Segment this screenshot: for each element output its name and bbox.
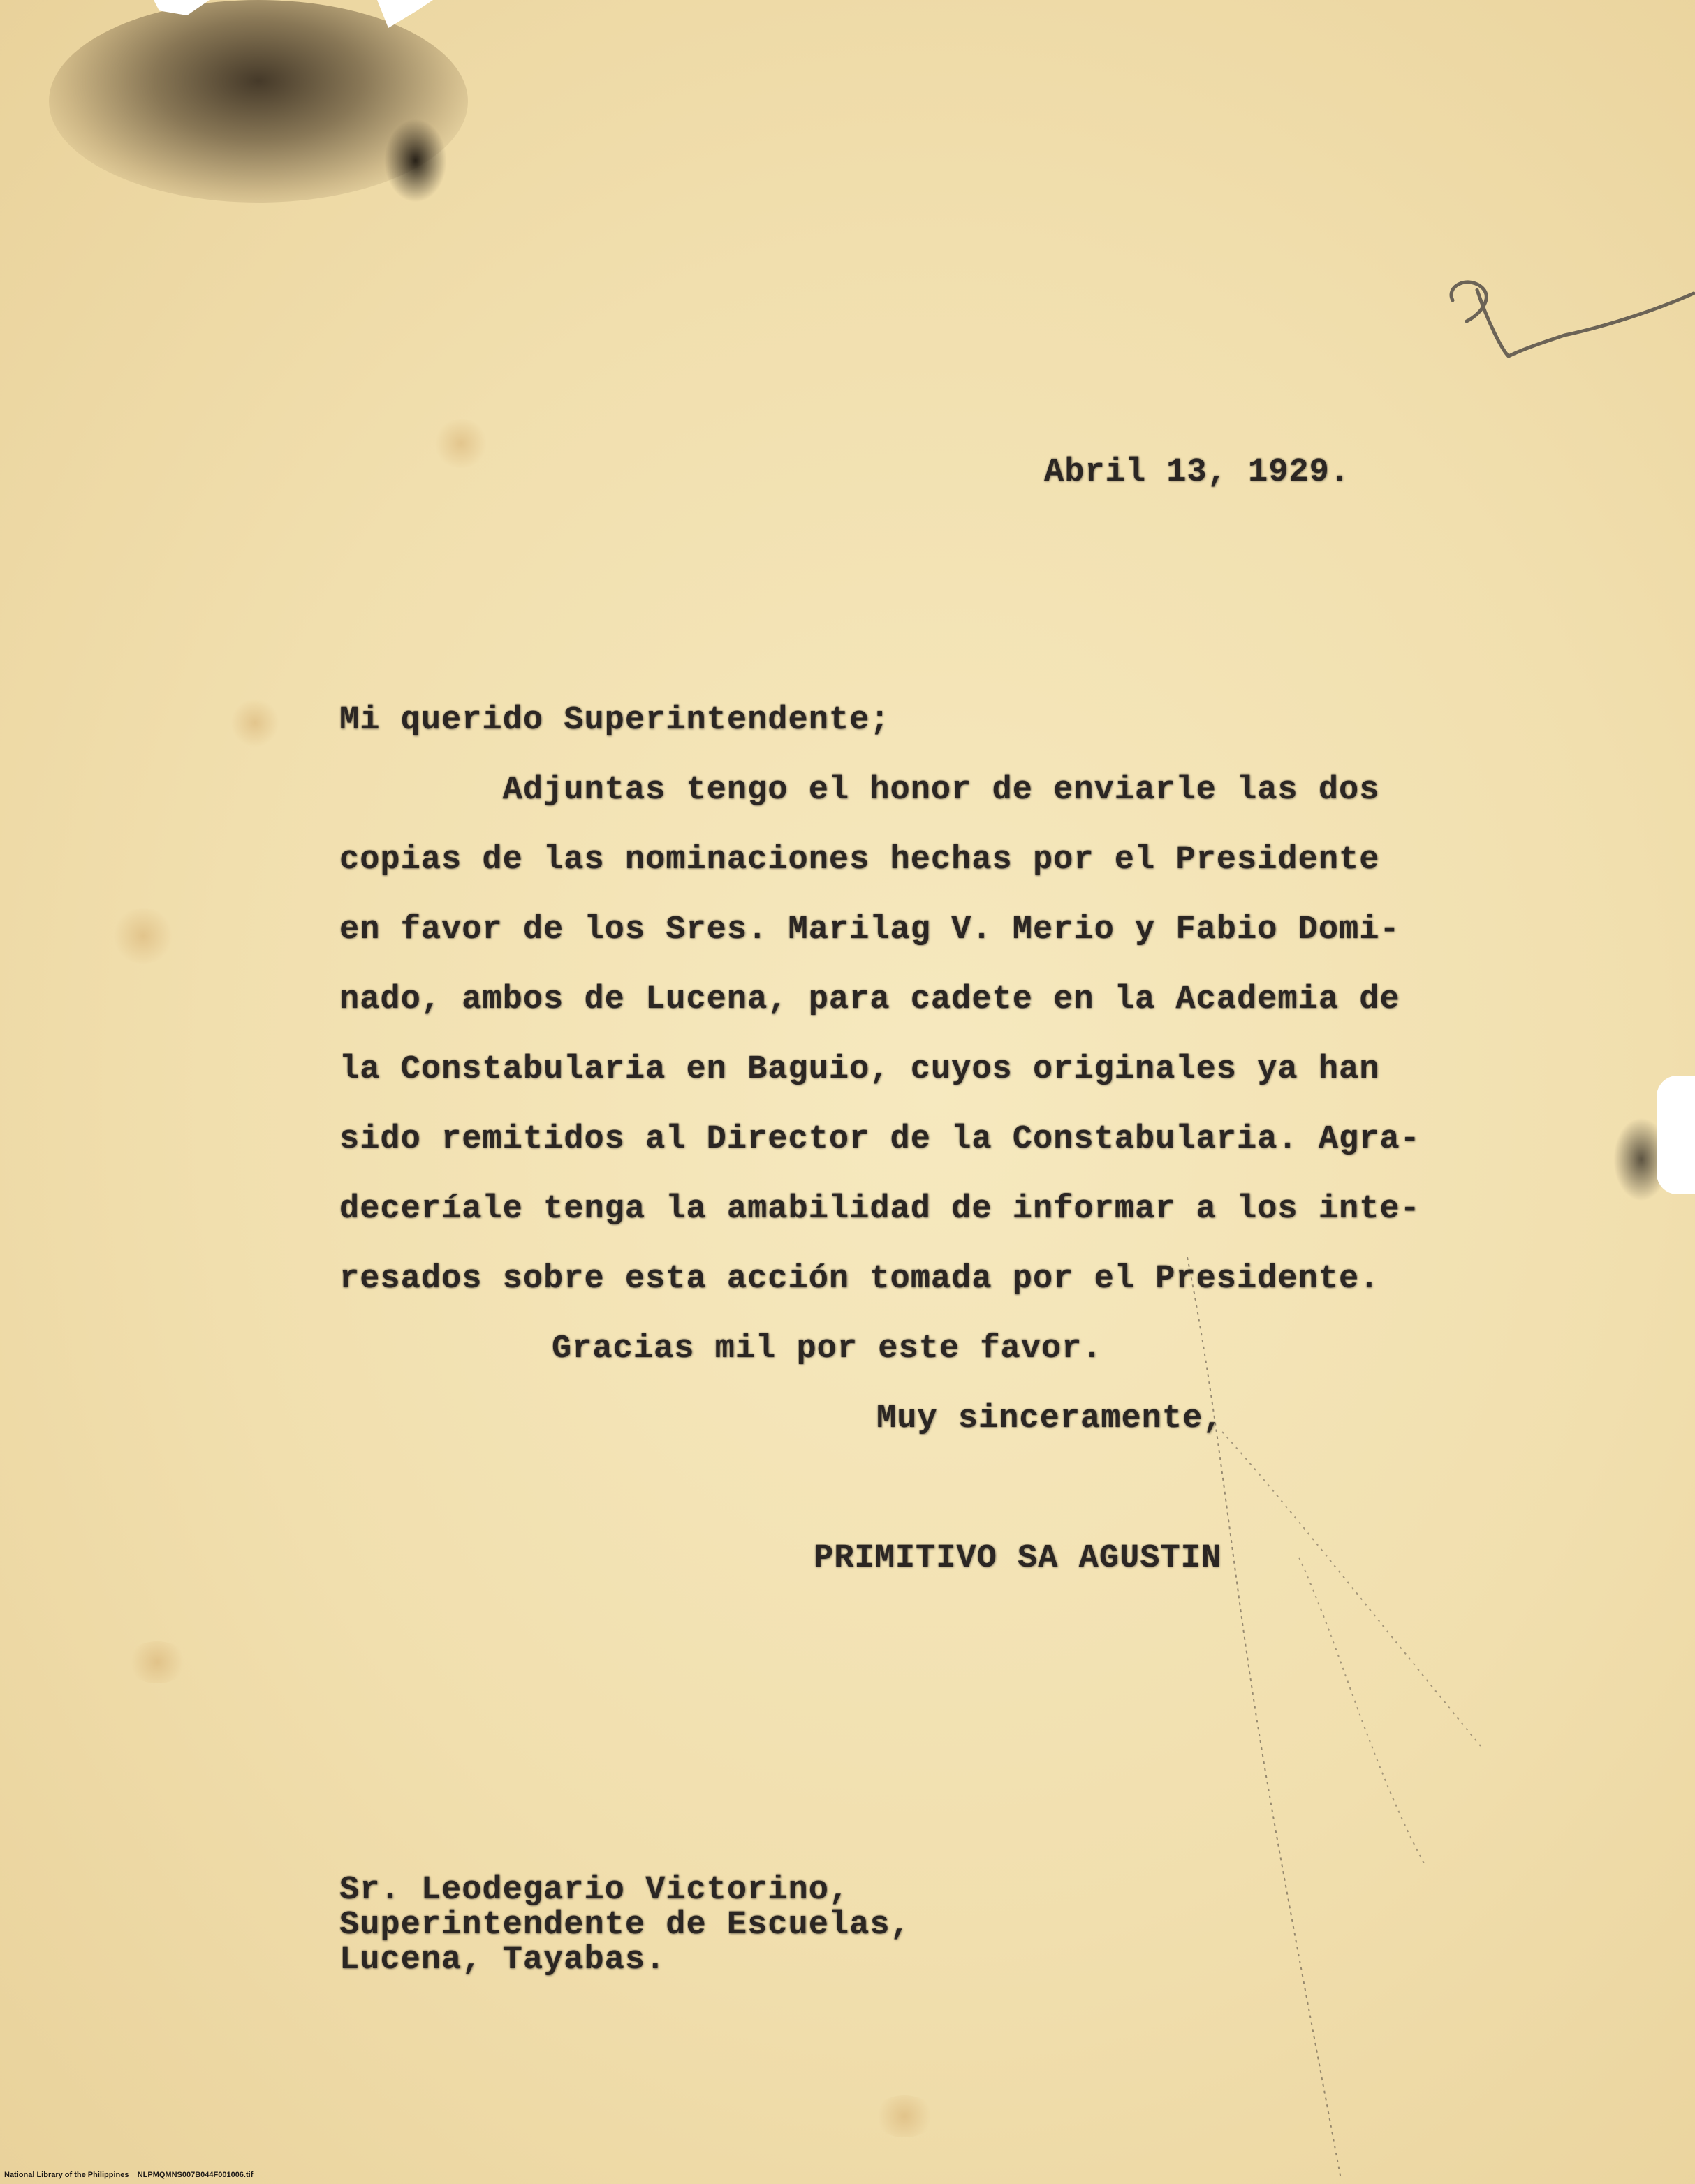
body-line: en favor de los Sres. Marilag V. Merio y Fabio Domi- bbox=[339, 911, 1400, 948]
ink-stain bbox=[384, 119, 447, 203]
foxing-spot bbox=[112, 908, 175, 964]
letter-closing: Gracias mil por este favor. bbox=[552, 1331, 1103, 1368]
body-line: copias de las nominaciones hechas por el Presidente bbox=[339, 842, 1380, 879]
body-line: Adjuntas tengo el honor de enviarle las dos bbox=[339, 772, 1380, 809]
body-line: la Constabularia en Baguio, cuyos originales ya han bbox=[339, 1051, 1380, 1088]
pencil-margin-mark bbox=[1439, 258, 1695, 384]
signature-name: PRIMITIVO SA AGUSTIN bbox=[814, 1540, 1222, 1577]
recipient-line: Superintendente de Escuelas, bbox=[339, 1907, 911, 1944]
foxing-spot bbox=[873, 2095, 936, 2137]
recipient-line: Lucena, Tayabas. bbox=[339, 1942, 666, 1979]
complimentary-close: Muy sinceramente, bbox=[876, 1400, 1224, 1437]
letter-salutation: Mi querido Superintendente; bbox=[339, 702, 890, 739]
archive-footer: National Library of the Philippines NLPMQMNS007B044F001006.tif bbox=[4, 2171, 254, 2179]
body-line: resados sobre esta acción tomada por el Presidente. bbox=[339, 1261, 1380, 1298]
foxing-spot bbox=[433, 419, 489, 468]
body-line: sido remitidos al Director de la Constabularia. Agra- bbox=[339, 1121, 1421, 1158]
foxing-spot bbox=[126, 1641, 189, 1683]
recipient-line: Sr. Leodegario Victorino, bbox=[339, 1872, 850, 1909]
body-line: nado, ambos de Lucena, para cadete en la Academia de bbox=[339, 981, 1400, 1018]
foxing-spot bbox=[230, 698, 279, 747]
paper-crease bbox=[1159, 1257, 1509, 2179]
body-line: deceríale tenga la amabilidad de informar a los inte- bbox=[339, 1191, 1421, 1228]
letter-date: Abril 13, 1929. bbox=[1044, 454, 1351, 491]
torn-edge bbox=[1657, 1076, 1695, 1194]
